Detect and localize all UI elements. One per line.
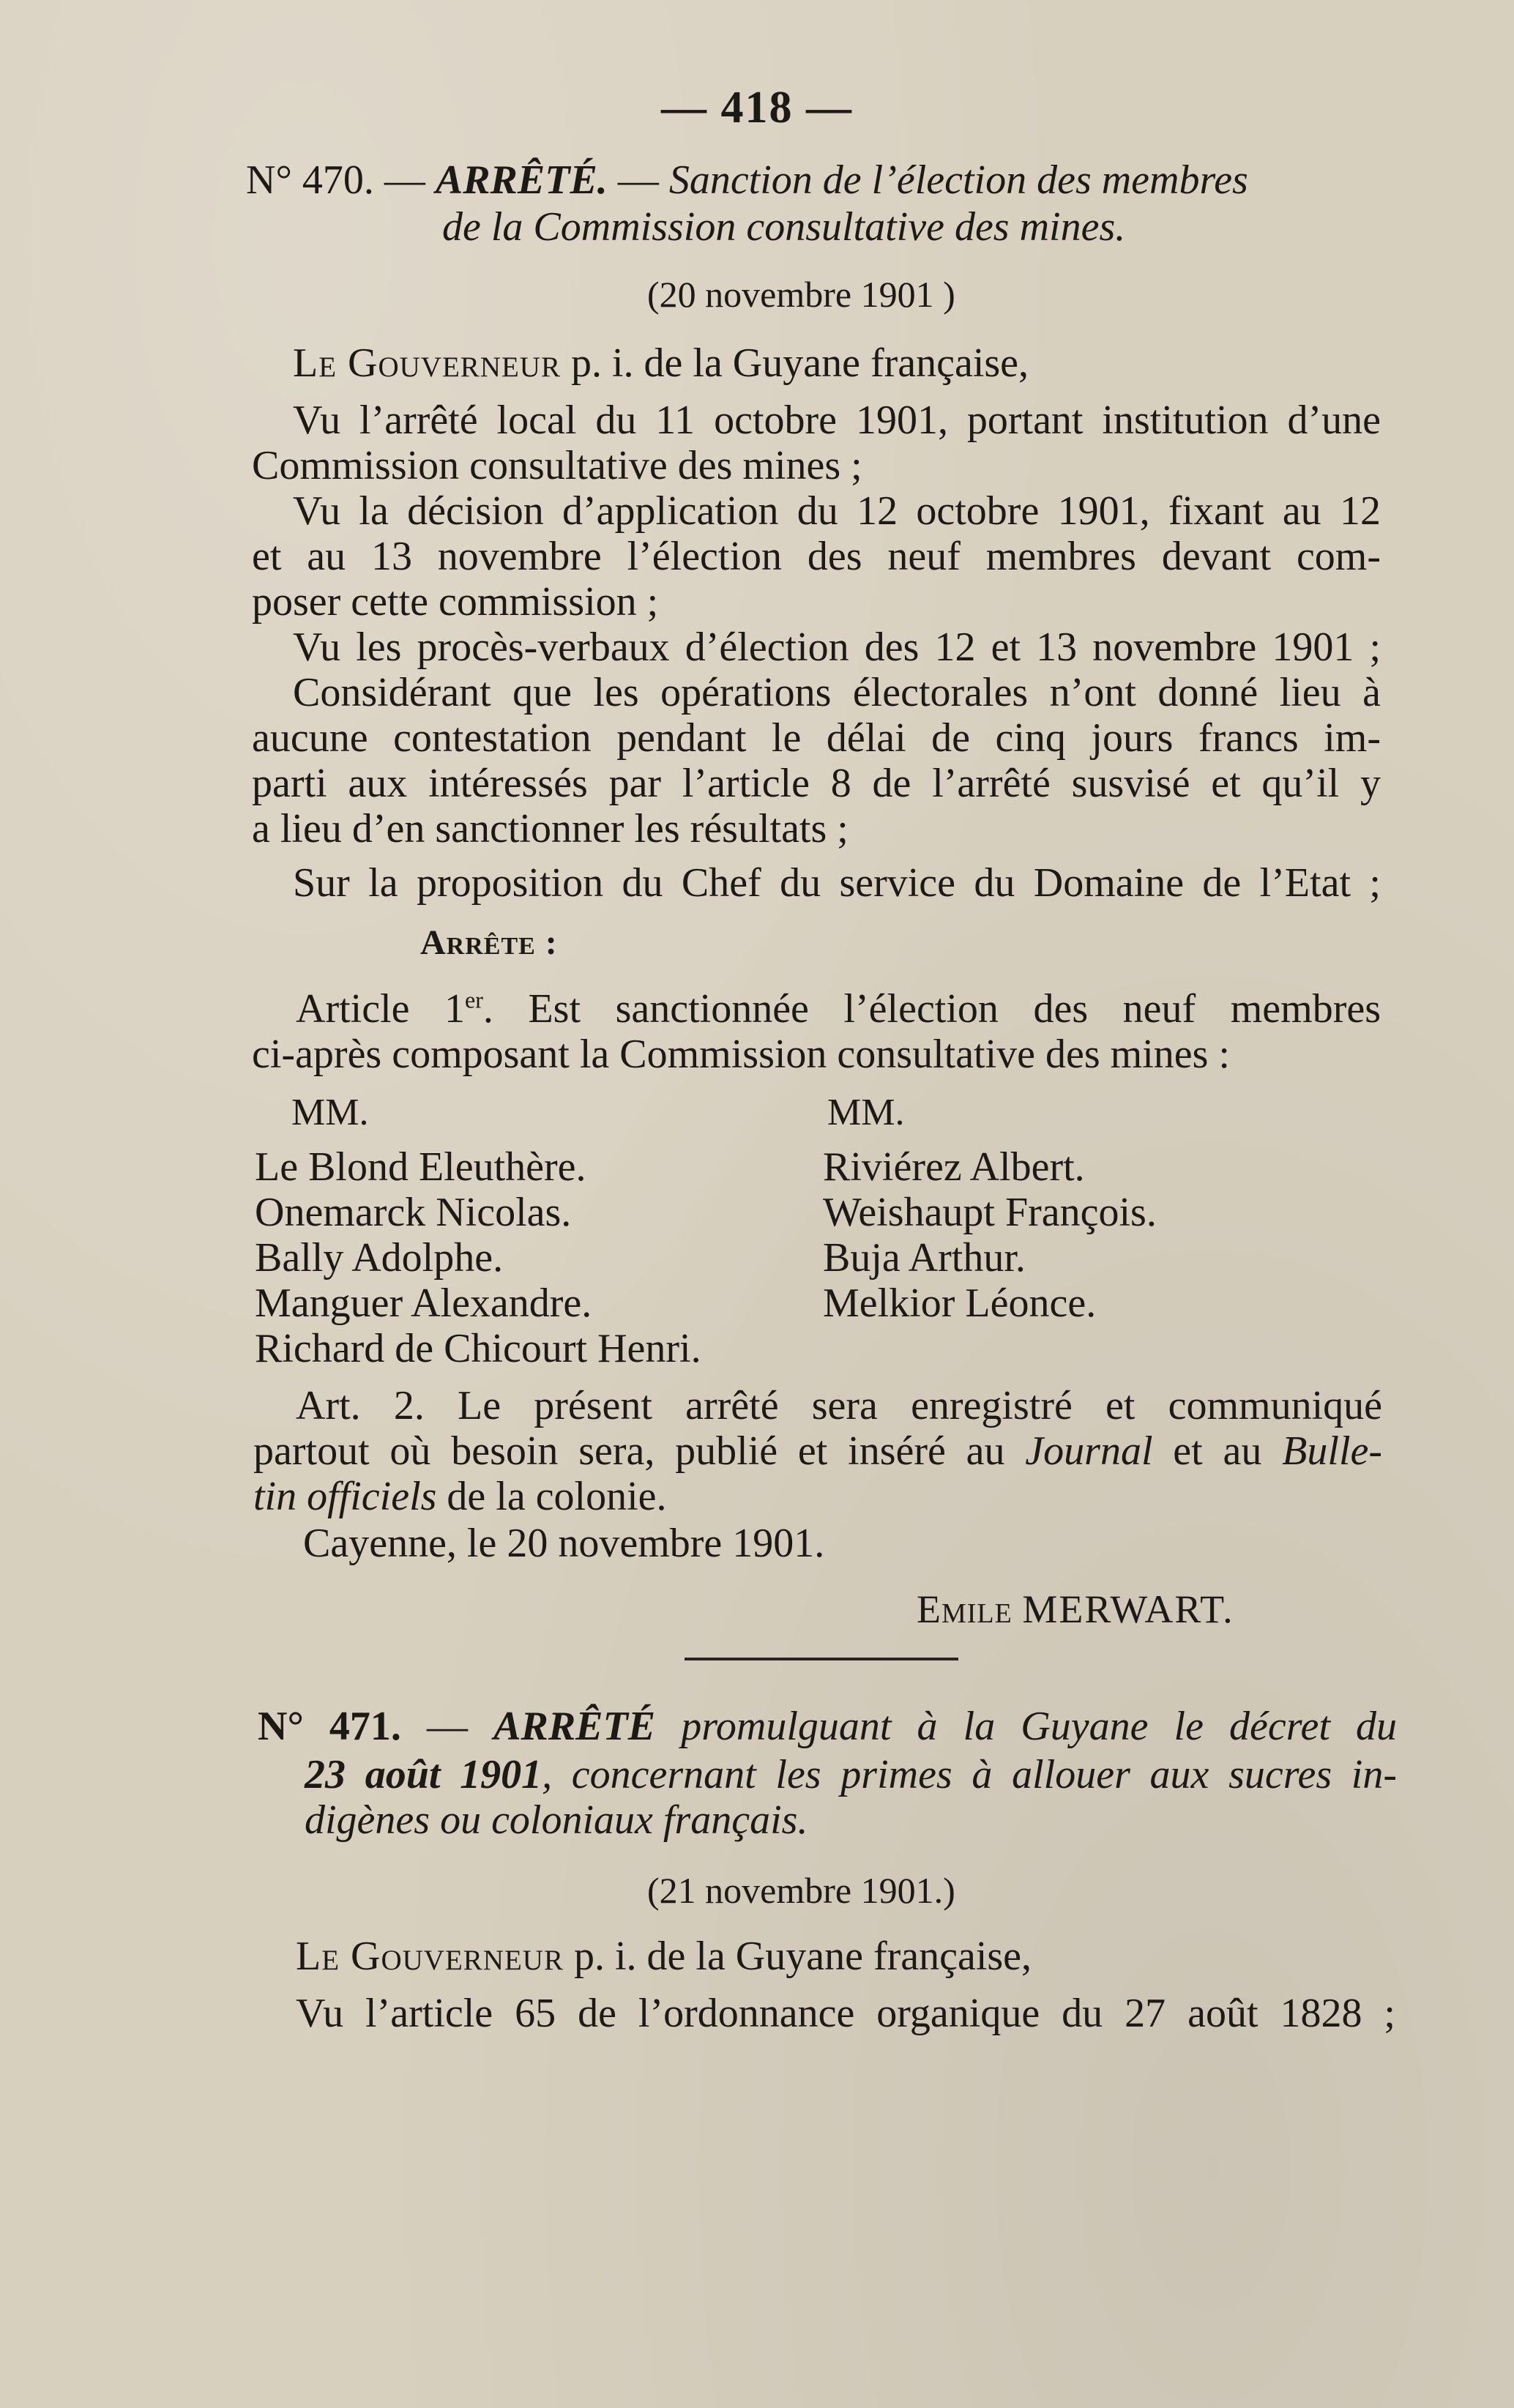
visa-2-line-2: et au 13 novembre l’élection des neuf membres devant com- xyxy=(252,534,1381,579)
arrete-471-separator: — xyxy=(427,1704,469,1749)
arrete-470-heading-line-2: de la Commission consultative des mines. xyxy=(442,204,1126,250)
proposition: Sur la proposition du Chef du service du Domaine de l’Etat ; xyxy=(293,860,1381,906)
considerant-line-1: Considérant que les opérations électorales n’ont donné lieu à xyxy=(293,670,1381,715)
arrete-470-heading-line-1 xyxy=(246,157,1382,204)
opening-text: p. i. de la Guyane française, xyxy=(560,340,1029,386)
place-date: Cayenne, le 20 novembre 1901. xyxy=(303,1521,825,1566)
bulletin-word-part-2: tin officiels xyxy=(253,1474,437,1519)
arrete-470-type: ARRÊTÉ. xyxy=(435,157,608,203)
article-2-line-2 xyxy=(253,1428,1382,1475)
arrete-word: Arrête : xyxy=(420,923,558,962)
article-2-text-a: partout où besoin sera, publié et inséré au xyxy=(253,1428,1026,1474)
page-number: — 418 — xyxy=(661,83,853,133)
bulletin-word-part-1: Bulle- xyxy=(1282,1428,1382,1474)
arrete-470-opening xyxy=(293,340,1029,387)
considerant-line-4: a lieu d’en sanctionner les résultats ; xyxy=(252,806,849,851)
visa-2-line-3: poser cette commission ; xyxy=(252,579,659,625)
arrete-470-separator: — xyxy=(384,157,425,203)
article-1-label: Article 1 xyxy=(296,986,466,1032)
member-left-3: Bally Adolphe. xyxy=(255,1235,504,1281)
visa-1-line-2: Commission consultative des mines ; xyxy=(252,443,862,488)
member-right-1: Riviérez Albert. xyxy=(823,1144,1085,1190)
member-left-4: Manguer Alexandre. xyxy=(255,1281,592,1326)
arrete-471-decree-date: 23 août 1901 xyxy=(305,1752,542,1797)
arrete-471-heading-line-3: digènes ou coloniaux français. xyxy=(305,1797,808,1843)
arrete-471-heading-line-1 xyxy=(258,1703,1397,1750)
governor-title: Le Gouverneur xyxy=(293,340,561,386)
arrete-471-date: (21 novembre 1901.) xyxy=(647,1870,955,1911)
member-left-2: Onemarck Nicolas. xyxy=(255,1190,572,1235)
member-right-3: Buja Arthur. xyxy=(823,1235,1026,1281)
article-1-line-1 xyxy=(296,985,1381,1032)
arrete-470-separator-2: — xyxy=(617,157,659,203)
journal-word: Journal xyxy=(1025,1428,1153,1474)
members-header-left: MM. xyxy=(291,1092,369,1133)
arrete-471-opening xyxy=(296,1933,1032,1980)
arrete-471-title-part-1: promulguant à la Guyane le décret du xyxy=(681,1704,1397,1749)
considerant-line-3: parti aux intéressés par l’article 8 de l’arrêté susvisé et qu’il y xyxy=(252,761,1381,806)
arrete-470-title-part-1: Sanction de l’élection des membres xyxy=(668,157,1248,203)
signature-first-name: Emile xyxy=(917,1587,1013,1631)
article-2-text-b: et au xyxy=(1152,1428,1283,1474)
signature xyxy=(917,1586,1234,1633)
members-header-right: MM. xyxy=(827,1092,905,1133)
visa-2-line-1: Vu la décision d’application du 12 octobre 1901, fixant au 12 xyxy=(293,488,1381,534)
article-2-text-c: de la colonie. xyxy=(436,1474,667,1519)
considerant-line-2: aucune contestation pendant le délai de cinq jours francs im- xyxy=(252,715,1381,761)
article-1-text: . Est sanctionnée l’élection des neuf membres xyxy=(482,986,1381,1032)
opening-text-2: p. i. de la Guyane française, xyxy=(563,1934,1032,1979)
arrete-471-visa-1: Vu l’article 65 de l’ordonnance organique du 27 août 1828 ; xyxy=(296,1991,1395,2036)
section-divider xyxy=(685,1658,958,1660)
member-right-4: Melkior Léonce. xyxy=(823,1281,1097,1326)
member-left-5: Richard de Chicourt Henri. xyxy=(255,1326,701,1371)
arrete-471-heading-line-2 xyxy=(305,1751,1397,1798)
article-2-line-3 xyxy=(253,1473,667,1520)
arrete-470-number: N° 470. xyxy=(246,157,374,203)
article-2-line-1: Art. 2. Le présent arrêté sera enregistré et communiqué xyxy=(296,1383,1382,1428)
arrete-470-date: (20 novembre 1901 ) xyxy=(647,274,955,315)
governor-title-2: Le Gouverneur xyxy=(296,1934,564,1979)
member-right-2: Weishaupt François. xyxy=(823,1190,1157,1235)
visa-3: Vu les procès-verbaux d’élection des 12 et 13 novembre 1901 ; xyxy=(293,625,1381,670)
visa-1-line-1: Vu l’arrêté local du 11 octobre 1901, portant institution d’une xyxy=(293,398,1381,443)
arrete-471-number: N° 471. xyxy=(258,1704,401,1749)
article-1-line-2: ci-après composant la Commission consultative des mines : xyxy=(252,1032,1230,1077)
signature-last-name: MERWART. xyxy=(1022,1587,1234,1631)
article-1-sup: er xyxy=(465,986,483,1013)
arrete-471-title-part-2: , concernant les primes à allouer aux sucres in- xyxy=(542,1752,1398,1797)
member-left-1: Le Blond Eleuthère. xyxy=(255,1144,586,1190)
arrete-471-type: ARRÊTÉ xyxy=(493,1704,656,1749)
